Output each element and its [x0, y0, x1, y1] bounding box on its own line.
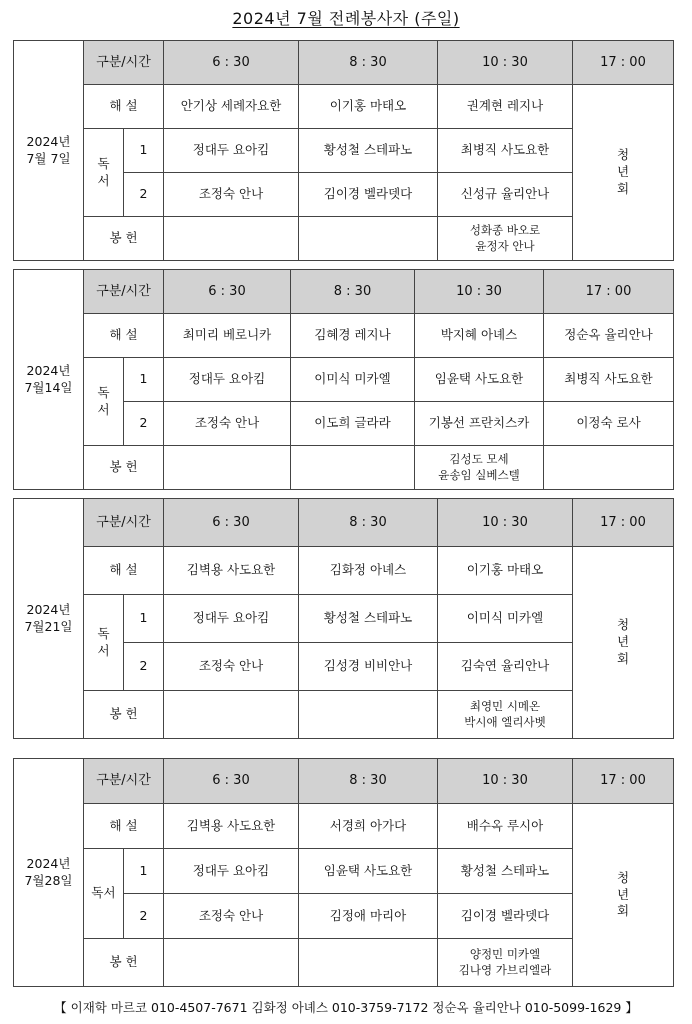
youth-group-cell — [573, 85, 674, 261]
header-time-1030: 10 : 30 — [438, 41, 573, 85]
reading-number-2: 2 — [124, 173, 164, 217]
commentary-1700: 정순옥 율리안나 — [544, 314, 674, 358]
contact-footer: 【 이재학 마르코 010-4507-7671 김화정 아녜스 010-3759-7172 정순옥 율리안나 010-5099-1629 】 — [54, 1000, 638, 1015]
header-division: 구분/시간 — [84, 759, 164, 804]
offertory-1030 — [438, 217, 573, 261]
date-cell — [14, 759, 84, 987]
offertory-0830 — [299, 691, 438, 739]
youth-char-2: 년 — [616, 164, 630, 180]
youth-group-cell — [573, 804, 674, 987]
schedule-table-week-1 — [13, 40, 674, 261]
header-time-1700: 17 : 00 — [573, 759, 674, 804]
youth-char-3: 회 — [616, 180, 630, 196]
reading2-0830: 김정애 마리아 — [299, 894, 438, 939]
offertory-person-2: 박시애 엘리사벳 — [464, 714, 546, 729]
offertory-person-1: 김성도 모세 — [449, 451, 509, 466]
youth-char-3: 회 — [616, 903, 630, 919]
offertory-0630 — [164, 217, 299, 261]
youth-group-cell — [573, 547, 674, 739]
header-time-1700: 17 : 00 — [573, 499, 674, 547]
row-label-offertory: 봉 헌 — [84, 446, 164, 490]
header-time-1700: 17 : 00 — [573, 41, 674, 85]
reading2-0630: 조정숙 안나 — [164, 643, 299, 691]
offertory-person-1: 최영민 시메온 — [469, 698, 541, 713]
header-time-1700: 17 : 00 — [544, 270, 674, 314]
commentary-0830: 김혜경 레지나 — [291, 314, 415, 358]
header-division: 구분/시간 — [84, 270, 164, 314]
commentary-0630: 김벽용 사도요한 — [164, 804, 299, 849]
row-label-reading — [84, 129, 124, 217]
reading2-1030: 김숙연 율리안나 — [438, 643, 573, 691]
row-label-commentary: 해 설 — [84, 804, 164, 849]
reading2-0830: 김성경 비비안나 — [299, 643, 438, 691]
header-time-1030: 10 : 30 — [438, 759, 573, 804]
reading2-0830: 김이경 벨라뎃다 — [299, 173, 438, 217]
reading1-1030: 황성철 스테파노 — [438, 849, 573, 894]
offertory-person-2: 김나영 가브리엘라 — [458, 962, 552, 977]
offertory-person-2: 윤송임 실베스텔 — [438, 467, 520, 482]
row-label-reading — [84, 595, 124, 691]
row-label-commentary: 해 설 — [84, 85, 164, 129]
row-label-commentary: 해 설 — [84, 547, 164, 595]
row-label-reading — [84, 358, 124, 446]
commentary-0830: 이기홍 마태오 — [299, 85, 438, 129]
youth-char-2: 년 — [616, 886, 630, 902]
reading1-0630: 정대두 요아킴 — [164, 849, 299, 894]
reading2-0630: 조정숙 안나 — [164, 173, 299, 217]
commentary-0630: 김벽용 사도요한 — [164, 547, 299, 595]
reading2-0630: 조정숙 안나 — [164, 402, 291, 446]
reading2-1030: 신성규 율리안나 — [438, 173, 573, 217]
reading1-0830: 이미식 미카엘 — [291, 358, 415, 402]
offertory-1030 — [438, 691, 573, 739]
commentary-0630: 최미리 베로니카 — [164, 314, 291, 358]
date-year: 2024년 — [26, 362, 71, 378]
offertory-0830 — [299, 217, 438, 261]
reading-char-2: 서 — [97, 642, 110, 658]
reading2-1030: 김이경 벨라뎃다 — [438, 894, 573, 939]
header-time-0830: 8 : 30 — [291, 270, 415, 314]
reading-char-1: 독 — [97, 625, 110, 641]
commentary-0830: 서경희 아가다 — [299, 804, 438, 849]
reading-number-1: 1 — [124, 129, 164, 173]
reading1-0830: 황성철 스테파노 — [299, 595, 438, 643]
reading-number-1: 1 — [124, 595, 164, 643]
row-label-offertory: 봉 헌 — [84, 939, 164, 987]
offertory-0830 — [291, 446, 415, 490]
offertory-0830 — [299, 939, 438, 987]
reading1-0630: 정대두 요아킴 — [164, 595, 299, 643]
offertory-person-1: 양정민 미카엘 — [469, 946, 541, 961]
date-year: 2024년 — [26, 133, 71, 149]
reading2-1030: 기봉선 프란치스카 — [415, 402, 544, 446]
row-label-offertory: 봉 헌 — [84, 691, 164, 739]
header-time-0830: 8 : 30 — [299, 499, 438, 547]
row-label-reading: 독서 — [84, 849, 124, 939]
reading-number-1: 1 — [124, 849, 164, 894]
header-time-0630: 6 : 30 — [164, 759, 299, 804]
schedule-table-week-2 — [13, 269, 674, 490]
reading1-0630: 정대두 요아킴 — [164, 358, 291, 402]
offertory-0630 — [164, 939, 299, 987]
offertory-1030 — [438, 939, 573, 987]
header-time-0830: 8 : 30 — [299, 41, 438, 85]
offertory-1700 — [544, 446, 674, 490]
commentary-0830: 김화정 아녜스 — [299, 547, 438, 595]
header-division: 구분/시간 — [84, 499, 164, 547]
header-time-1030: 10 : 30 — [415, 270, 544, 314]
reading-char-2: 서 — [97, 401, 110, 417]
date-cell — [14, 270, 84, 490]
header-time-1030: 10 : 30 — [438, 499, 573, 547]
youth-char-1: 청 — [616, 869, 630, 885]
reading2-0830: 이도희 글라라 — [291, 402, 415, 446]
commentary-0630: 안기상 세례자요한 — [164, 85, 299, 129]
header-time-0630: 6 : 30 — [164, 499, 299, 547]
reading-number-1: 1 — [124, 358, 164, 402]
commentary-1030: 배수옥 루시아 — [438, 804, 573, 849]
offertory-0630 — [164, 446, 291, 490]
reading-char-2: 서 — [97, 172, 110, 188]
header-time-0830: 8 : 30 — [299, 759, 438, 804]
date-year: 2024년 — [26, 601, 71, 617]
date-day: 7월14일 — [24, 379, 73, 395]
reading1-1030: 임윤택 사도요한 — [415, 358, 544, 402]
reading1-0830: 임윤택 사도요한 — [299, 849, 438, 894]
reading2-1700: 이정숙 로사 — [544, 402, 674, 446]
youth-char-2: 년 — [616, 634, 630, 650]
reading1-1700: 최병직 사도요한 — [544, 358, 674, 402]
youth-char-1: 청 — [616, 617, 630, 633]
schedule-table-week-3 — [13, 498, 674, 739]
commentary-1030: 권계현 레지나 — [438, 85, 573, 129]
page-title: 2024년 7월 전례봉사자 (주일) — [232, 9, 460, 28]
date-day: 7월 7일 — [26, 150, 71, 166]
youth-char-3: 회 — [616, 650, 630, 666]
offertory-0630 — [164, 691, 299, 739]
offertory-person-1: 성화종 바오로 — [469, 222, 541, 237]
header-division: 구분/시간 — [84, 41, 164, 85]
reading-number-2: 2 — [124, 402, 164, 446]
row-label-commentary: 해 설 — [84, 314, 164, 358]
date-day: 7월28일 — [24, 872, 73, 888]
commentary-1030: 박지혜 아녜스 — [415, 314, 544, 358]
commentary-1030: 이기홍 마태오 — [438, 547, 573, 595]
offertory-1030 — [415, 446, 544, 490]
date-cell — [14, 499, 84, 739]
reading1-0630: 정대두 요아킴 — [164, 129, 299, 173]
schedule-table-week-4 — [13, 758, 674, 987]
reading2-0630: 조정숙 안나 — [164, 894, 299, 939]
reading1-0830: 황성철 스테파노 — [299, 129, 438, 173]
reading-char-1: 독 — [97, 155, 110, 171]
row-label-offertory: 봉 헌 — [84, 217, 164, 261]
reading1-1030: 최병직 사도요한 — [438, 129, 573, 173]
reading1-1030: 이미식 미카엘 — [438, 595, 573, 643]
youth-char-1: 청 — [616, 147, 630, 163]
reading-char-1: 독 — [97, 384, 110, 400]
header-time-0630: 6 : 30 — [164, 41, 299, 85]
date-cell — [14, 41, 84, 261]
date-year: 2024년 — [26, 855, 71, 871]
offertory-person-2: 윤정자 안나 — [475, 238, 535, 253]
reading-number-2: 2 — [124, 894, 164, 939]
date-day: 7월21일 — [24, 618, 73, 634]
reading-number-2: 2 — [124, 643, 164, 691]
header-time-0630: 6 : 30 — [164, 270, 291, 314]
